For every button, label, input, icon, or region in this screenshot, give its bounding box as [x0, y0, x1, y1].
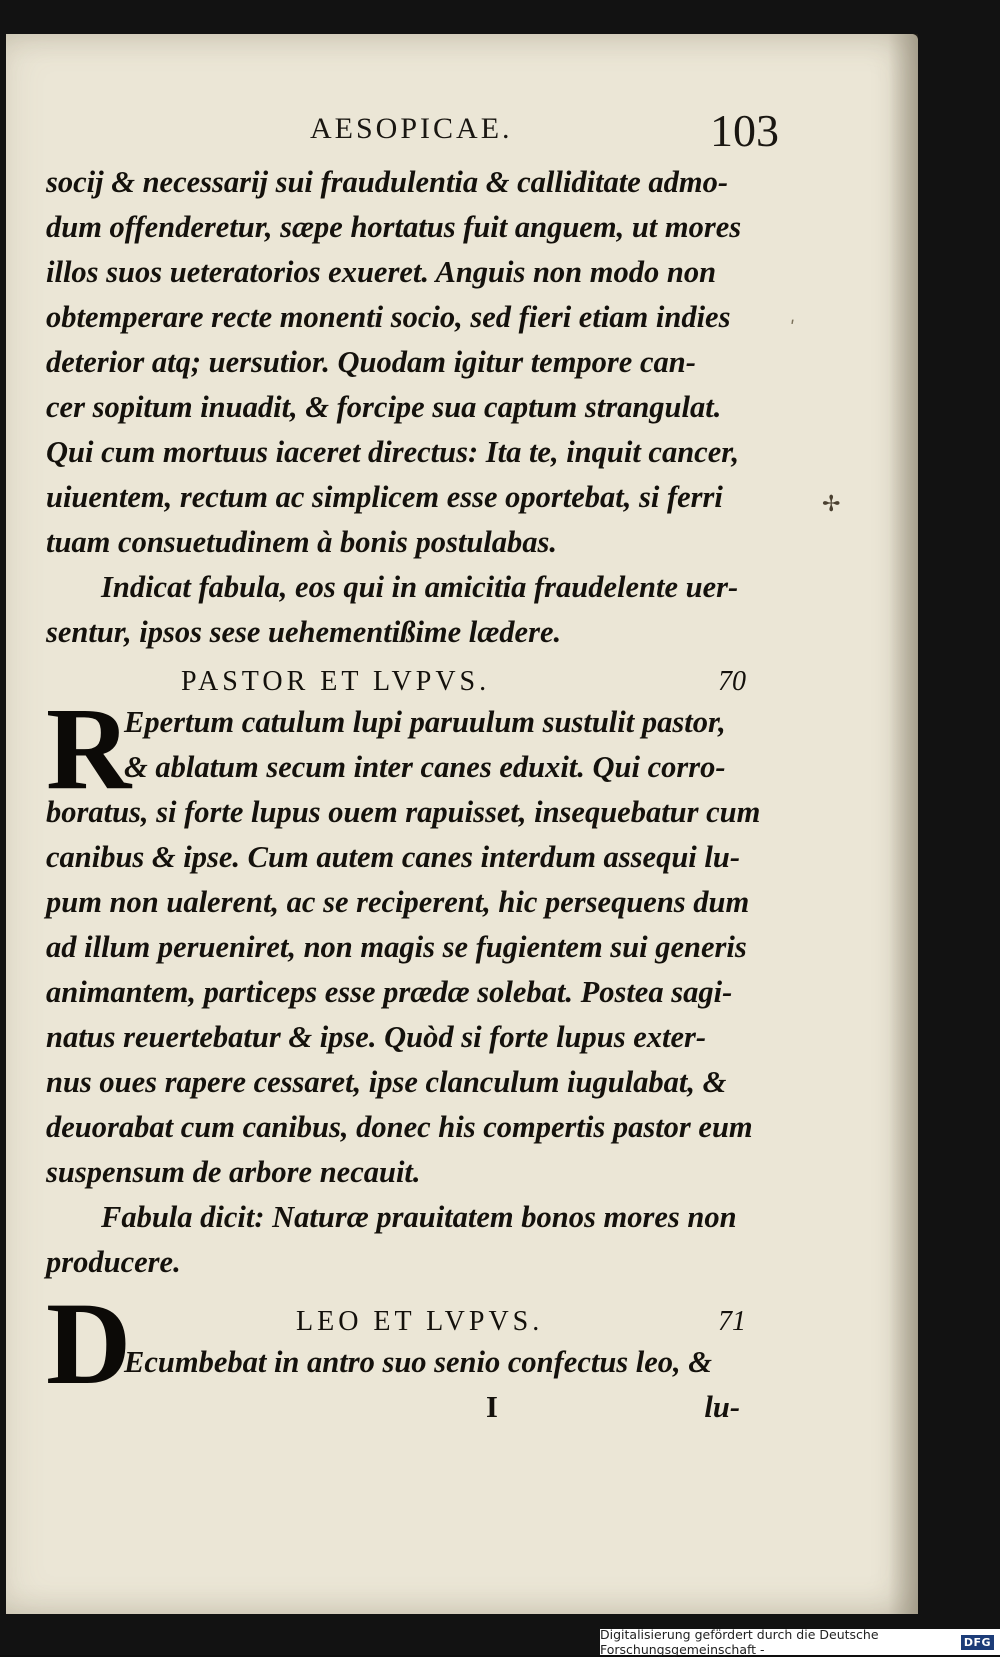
text-line: canibus & ipse. Cum autem canes interdum assequi lu- — [46, 840, 740, 874]
text-line: dum offenderetur, sæpe hortatus fuit anguem, ut mores — [46, 210, 742, 244]
text-line: obtemperare recte monenti socio, sed fieri etiam indies — [46, 300, 731, 334]
text-line: cer sopitum inuadit, & forcipe sua captum strangulat. — [46, 390, 722, 424]
text-line: boratus, si forte lupus ouem rapuisset, insequebatur cum — [46, 795, 761, 829]
fable-number: 71 — [718, 1306, 746, 1337]
text-line: & ablatum secum inter canes eduxit. Qui corro- — [124, 750, 726, 784]
margin-mark: ʹ — [790, 318, 796, 339]
text-line: Qui cum mortuus iaceret directus: Ita te, inquit cancer, — [46, 435, 740, 469]
moral-line: Indicat fabula, eos qui in amicitia fraudelente uer- — [101, 570, 739, 604]
text-line: deterior atq; uersutior. Quodam igitur tempore can- — [46, 345, 696, 379]
fable-heading — [46, 655, 786, 700]
drop-cap: R — [46, 683, 132, 814]
page-number: 103 — [710, 105, 779, 156]
text-line: animantem, particeps esse prædæ solebat. Postea sagi- — [46, 975, 733, 1009]
fable-body — [46, 683, 786, 1195]
text-line: Ecumbebat in antro suo senio confectus leo, & — [124, 1345, 713, 1379]
text-line: suspensum de arbore necauit. — [46, 1155, 421, 1189]
moral-line: Fabula dicit: Naturæ prauitatem bonos mores non — [101, 1200, 737, 1234]
fable-heading — [46, 1295, 786, 1340]
moral-line: producere. — [46, 1245, 181, 1279]
signature-mark: I — [486, 1390, 498, 1424]
text-line: tuam consuetudinem à bonis postulabas. — [46, 525, 557, 559]
text-line: ad illum perueniret, non magis se fugientem sui generis — [46, 930, 747, 964]
text-line: uiuentem, rectum ac simplicem esse oportebat, si ferri — [46, 480, 723, 514]
text-line: natus reuertebatur & ipse. Quòd si forte lupus exter- — [46, 1020, 707, 1054]
catchword: lu- — [704, 1390, 740, 1424]
footer-text: Digitalisierung gefördert durch die Deutsche Forschungsgemeinschaft - — [600, 1627, 879, 1657]
text-line: deuorabat cum canibus, donec his compertis pastor eum — [46, 1110, 753, 1144]
page-header — [300, 104, 820, 154]
fable-title: PASTOR ET LVPVS. — [181, 666, 491, 697]
running-title: AESOPICAE. — [310, 112, 513, 145]
margin-ornament: ✢ — [822, 492, 841, 517]
text-line: illos suos ueteratorios exueret. Anguis non modo non — [46, 255, 717, 289]
digitization-footer — [600, 1629, 1000, 1655]
text-line: socij & necessarij sui fraudulentia & calliditate admo- — [46, 165, 729, 199]
text-line: Epertum catulum lupi paruulum sustulit pastor, — [124, 705, 726, 739]
signature-row — [46, 1385, 786, 1430]
body-text — [46, 160, 786, 1430]
text-line: nus oues rapere cessaret, ipse clanculum iugulabat, & — [46, 1065, 727, 1099]
text-line: pum non ualerent, ac se reciperent, hic persequens dum — [46, 885, 750, 919]
moral-line: sentur, ipsos sese uehementißime lædere. — [46, 615, 562, 649]
fable-title: LEO ET LVPVS. — [296, 1306, 544, 1337]
page-edge-shadow — [888, 34, 918, 1614]
dfg-logo: DFG — [961, 1635, 994, 1650]
fable-number: 70 — [718, 666, 746, 697]
drop-cap: D — [46, 1278, 132, 1409]
